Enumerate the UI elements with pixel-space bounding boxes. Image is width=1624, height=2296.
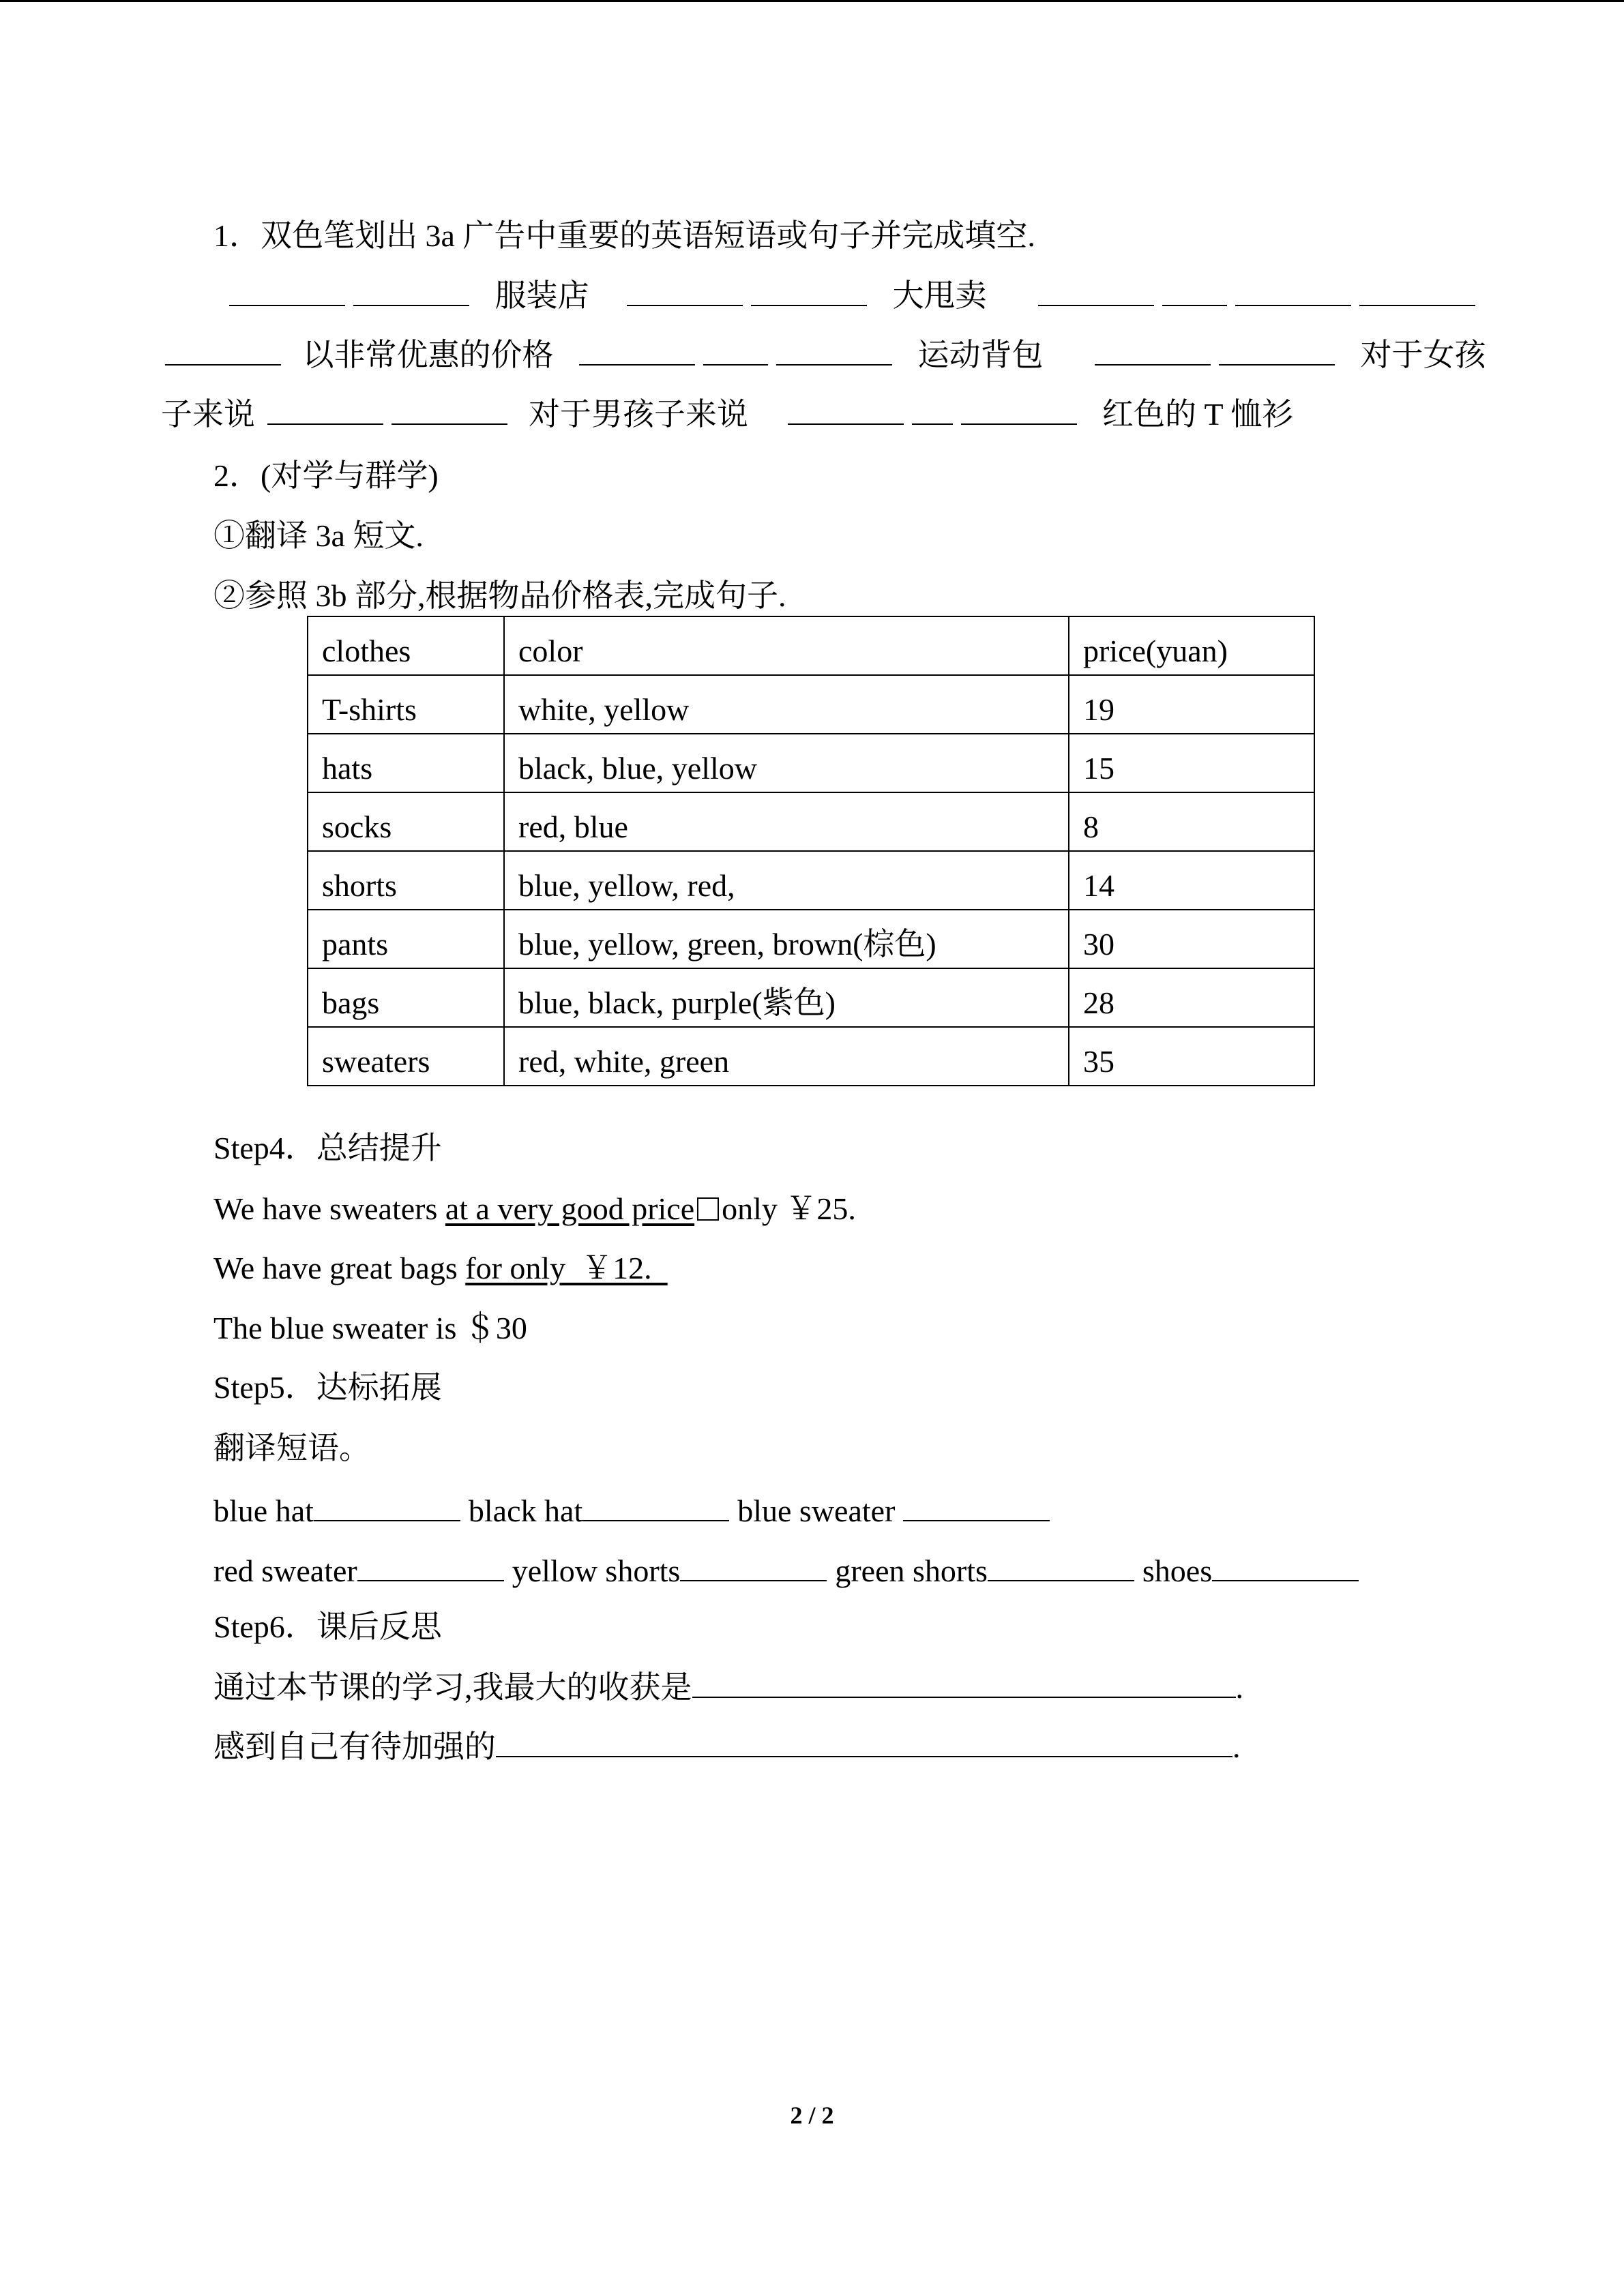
price-table	[307, 616, 1315, 1086]
table-row: pants blue, yellow, green, brown(棕色) 30	[308, 910, 1314, 968]
section1-heading: 1．双色笔划出 3a 广告中重要的英语短语或句子并完成填空.	[213, 218, 1035, 253]
step4-title: Step4．总结提升	[213, 1131, 442, 1165]
table-row: hats black, blue, yellow 15	[308, 734, 1314, 792]
step6-title: Step6．课后反思	[213, 1609, 442, 1644]
page-number: 2 / 2	[790, 2102, 834, 2129]
fill-line-3: 子来说 对于男孩子来说 红色的 T 恤衫	[161, 397, 1294, 432]
translate-row-1: blue hat black hat blue sweater	[213, 1492, 1050, 1530]
section2-heading: 2．(对学与群学)	[213, 458, 439, 493]
step4-sentence-1: We have sweaters at a very good price only ￥25.	[213, 1191, 856, 1226]
reflection-line-1: 通过本节课的学习,我最大的收获是 .	[213, 1668, 1243, 1707]
fill-line-2: 以非常优惠的价格 运动背包 对于女孩	[161, 336, 1486, 374]
table-row: shorts blue, yellow, red, 14	[308, 851, 1314, 910]
table-row: socks red, blue 8	[308, 792, 1314, 851]
table-row: sweaters red, white, green 35	[308, 1027, 1314, 1086]
step4-sentence-3: The blue sweater is ＄30	[213, 1311, 527, 1345]
section2-item1: ①翻译 3a 短文.	[213, 518, 424, 553]
table-row: T-shirts white, yellow 19	[308, 675, 1314, 734]
table-header-row	[308, 616, 1314, 675]
table-row: bags blue, black, purple(紫色) 28	[308, 968, 1314, 1027]
reflection-line-2: 感到自己有待加强的 .	[213, 1727, 1241, 1766]
fill-line-1: 服装店 大甩卖	[225, 277, 1479, 315]
step4-sentence-2: We have great bags for only ￥12.	[213, 1251, 668, 1285]
translate-row-2: red sweater yellow shorts green shorts shoes	[213, 1552, 1359, 1590]
step5-title: Step5．达标拓展	[213, 1370, 442, 1405]
step5-instruction: 翻译短语。	[213, 1431, 370, 1465]
top-border	[0, 0, 1624, 2]
box-glyph	[697, 1197, 719, 1221]
header-price: price(yuan)	[1069, 616, 1314, 675]
header-clothes: clothes	[308, 616, 504, 675]
section2-item2: ②参照 3b 部分,根据物品价格表,完成句子.	[213, 578, 786, 613]
header-color: color	[504, 616, 1069, 675]
